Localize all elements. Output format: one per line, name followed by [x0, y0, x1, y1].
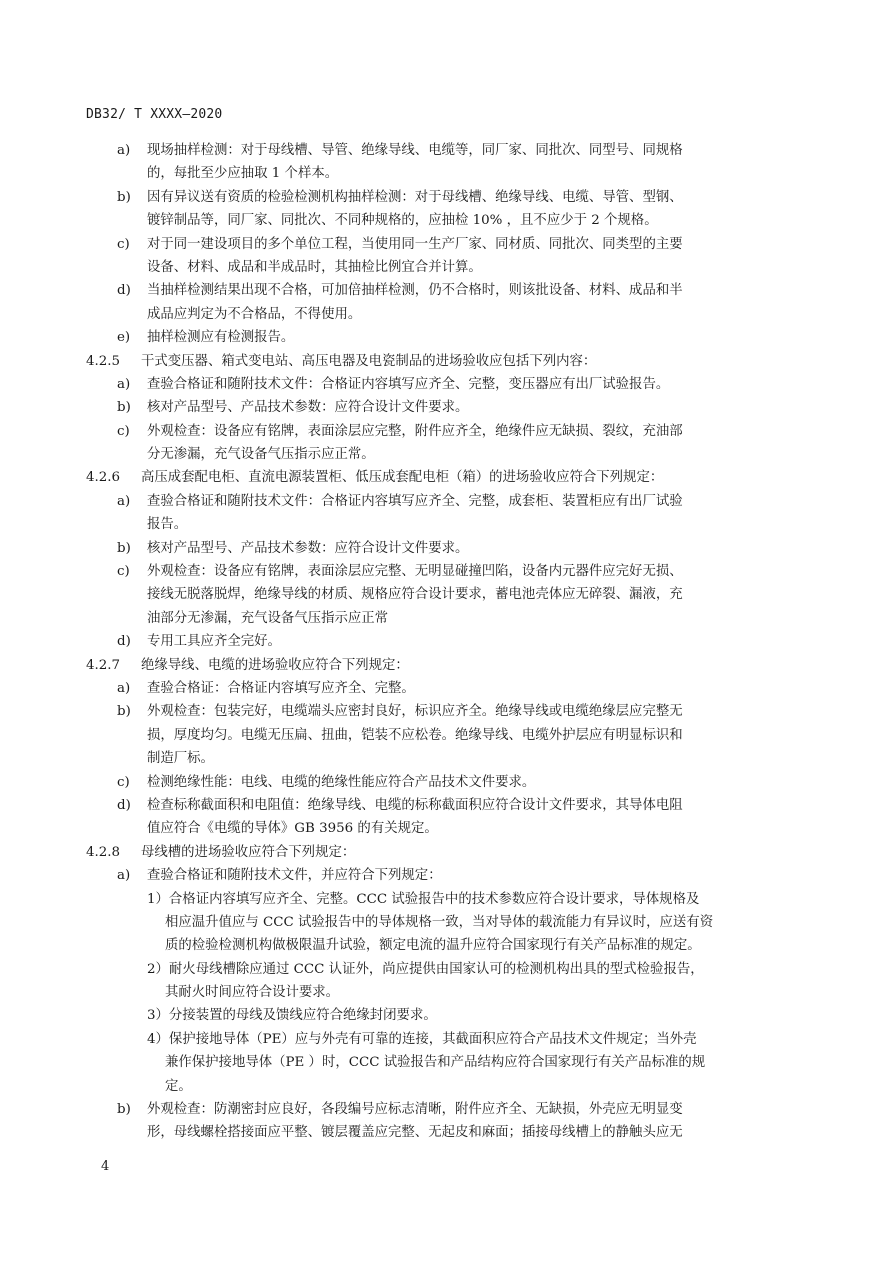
sub-item-continuation [0, 1051, 892, 1074]
list-item-continuation [0, 209, 892, 232]
list-item [0, 326, 892, 349]
line-text: 4）保护接地导体（PE）应与外壳有可靠的连接，其截面积应符合产品技术文件规定；当外壳 [147, 1031, 697, 1047]
item-label: a) [117, 493, 131, 509]
list-item-continuation [0, 747, 892, 770]
item-label: e) [117, 330, 131, 346]
list-item-continuation [0, 607, 892, 630]
page-number: 4 [101, 1159, 110, 1174]
list-item [0, 139, 892, 162]
line-text: 形，母线螺栓搭接面应平整、镀层覆盖应完整、无起皮和麻面；插接母线槽上的静触头应无 [147, 1125, 683, 1141]
list-item [0, 1098, 892, 1121]
item-label: b) [117, 1102, 131, 1118]
line-text: 抽样检测应有检测报告。 [147, 330, 295, 346]
list-item [0, 677, 892, 700]
sub-item [0, 1028, 892, 1051]
line-text: 值应符合《电缆的导体》GB 3956 的有关规定。 [147, 821, 438, 837]
line-text: 查验合格证和随附技术文件，并应符合下列规定： [147, 868, 442, 884]
line-text: 其耐火时间应符合设计要求。 [165, 985, 340, 1001]
line-text: 查验合格证和随附技术文件：合格证内容填写应齐全、完整，成套柜、装置柜应有出厂试验 [147, 493, 683, 509]
sub-item-continuation [0, 1075, 892, 1098]
section-number: 4.2.8 [86, 844, 121, 860]
item-label: b) [117, 189, 131, 205]
item-label: a) [117, 376, 131, 392]
line-text: 核对产品型号、产品技术参数：应符合设计文件要求。 [147, 540, 469, 556]
line-text: 外观检查：包装完好，电缆端头应密封良好，标识应齐全。绝缘导线或电缆绝缘层应完整无 [147, 704, 683, 720]
line-text: 2）耐火母线槽除应通过 CCC 认证外，尚应提供由国家认可的检测机构出具的型式检验报告， [147, 961, 704, 977]
section-number: 4.2.6 [86, 470, 121, 486]
section-number: 4.2.7 [86, 657, 121, 673]
line-text: 镀锌制品等，同厂家、同批次、不同种规格的，应抽检 10% ，且不应少于 2 个规格。 [147, 213, 658, 229]
section-number: 4.2.5 [86, 353, 121, 369]
list-item-continuation [0, 162, 892, 185]
line-text: 3）分接装置的母线及馈线应符合绝缘封闭要求。 [147, 1008, 437, 1024]
line-text: 报告。 [147, 517, 188, 533]
line-text: 因有异议送有资质的检验检测机构抽样检测：对于母线槽、绝缘导线、电缆、导管、型钢、 [147, 189, 683, 205]
document-body [0, 139, 892, 1145]
item-label: d) [117, 634, 131, 650]
sub-item [0, 1004, 892, 1027]
line-text: 外观检查：设备应有铭牌，表面涂层应完整、无明显碰撞凹陷，设备内元器件应完好无损、 [147, 564, 683, 580]
list-item-continuation [0, 443, 892, 466]
line-text: 核对产品型号、产品技术参数：应符合设计文件要求。 [147, 400, 469, 416]
section-line [0, 350, 892, 373]
item-label: b) [117, 704, 131, 720]
line-text: 1）合格证内容填写应齐全、完整。CCC 试验报告中的技术参数应符合设计要求，导体规格及 [147, 891, 700, 907]
item-label: b) [117, 400, 131, 416]
list-item [0, 771, 892, 794]
item-label: a) [117, 143, 131, 158]
list-item-continuation [0, 303, 892, 326]
item-label: a) [117, 868, 131, 884]
line-text: 外观检查：防潮密封应良好，各段编号应标志清晰，附件应齐全、无缺损，外壳应无明显变 [147, 1102, 683, 1118]
list-item [0, 373, 892, 396]
line-text: 母线槽的进场验收应符合下列规定： [141, 844, 356, 860]
list-item-continuation [0, 817, 892, 840]
list-item [0, 233, 892, 256]
section-line [0, 466, 892, 489]
line-text: 制造厂标。 [147, 751, 214, 767]
line-text: 质的检验检测机构做极限温升试验，额定电流的温升应符合国家现行有关产品标准的规定。 [165, 938, 701, 954]
line-text: 现场抽样检测：对于母线槽、导管、绝缘导线、电缆等，同厂家、同批次、同型号、同规格 [147, 143, 683, 158]
line-text: 油部分无渗漏，充气设备气压指示应正常 [147, 610, 389, 626]
item-label: d) [117, 797, 131, 813]
list-item [0, 186, 892, 209]
list-item [0, 420, 892, 443]
section-line [0, 654, 892, 677]
item-label: c) [117, 236, 130, 252]
line-text: 干式变压器、箱式变电站、高压电器及电瓷制品的进场验收应包括下列内容： [141, 353, 597, 369]
line-text: 对于同一建设项目的多个单位工程，当使用同一生产厂家、同材质、同批次、同类型的主要 [147, 236, 683, 252]
line-text: 接线无脱落脱焊，绝缘导线的材质、规格应符合设计要求，蓄电池壳体应无碎裂、漏液，充 [147, 587, 683, 603]
line-text: 检查标称截面积和电阻值：绝缘导线、电缆的标称截面积应符合设计文件要求，其导体电阻 [147, 797, 683, 813]
line-text: 分无渗漏，充气设备气压指示应正常。 [147, 447, 375, 463]
item-label: b) [117, 540, 131, 556]
line-text: 的，每批至少应抽取 1 个样本。 [147, 166, 339, 182]
item-label: c) [117, 774, 130, 790]
line-text: 高压成套配电柜、直流电源装置柜、低压成套配电柜（箱）的进场验收应符合下列规定： [141, 470, 664, 486]
line-text: 相应温升值应与 CCC 试验报告中的导体规格一致，当对导体的载流能力有异议时，应送有资 [165, 914, 714, 930]
section-line [0, 841, 892, 864]
list-item-continuation [0, 724, 892, 747]
sub-item [0, 958, 892, 981]
line-text: 查验合格证：合格证内容填写应齐全、完整。 [147, 680, 415, 696]
sub-item [0, 888, 892, 911]
sub-item-continuation [0, 934, 892, 957]
line-text: 绝缘导线、电缆的进场验收应符合下列规定： [141, 657, 409, 673]
line-text: 设备、材料、成品和半成品时，其抽检比例宜合并计算。 [147, 259, 482, 275]
list-item-continuation [0, 256, 892, 279]
sub-item-continuation [0, 911, 892, 934]
list-item [0, 630, 892, 653]
line-text: 查验合格证和随附技术文件：合格证内容填写应齐全、完整，变压器应有出厂试验报告。 [147, 376, 670, 392]
list-item-continuation [0, 513, 892, 536]
sub-item-continuation [0, 981, 892, 1004]
line-text: 专用工具应齐全完好。 [147, 634, 281, 650]
line-text: 损，厚度均匀。电缆无压扁、扭曲，铠装不应松卷。绝缘导线、电缆外护层应有明显标识和 [147, 727, 683, 743]
list-item [0, 490, 892, 513]
item-label: d) [117, 283, 131, 299]
line-text: 定。 [165, 1078, 192, 1094]
item-label: c) [117, 423, 130, 439]
list-item-continuation [0, 1121, 892, 1144]
line-text: 成品应判定为不合格品，不得使用。 [147, 306, 362, 322]
list-item [0, 700, 892, 723]
line-text: 外观检查：设备应有铭牌，表面涂层应完整，附件应齐全，绝缘件应无缺损、裂纹，充油部 [147, 423, 683, 439]
line-text: 兼作保护接地导体（PE ）时，CCC 试验报告和产品结构应符合国家现行有关产品标准的规 [165, 1055, 706, 1071]
line-text: 当抽样检测结果出现不合格，可加倍抽样检测，仍不合格时，则该批设备、材料、成品和半 [147, 283, 683, 299]
list-item [0, 560, 892, 583]
list-item [0, 396, 892, 419]
list-item [0, 279, 892, 302]
list-item-continuation [0, 583, 892, 606]
item-label: a) [117, 680, 131, 696]
list-item [0, 794, 892, 817]
list-item [0, 537, 892, 560]
document-code-header: DB32/ T XXXX—2020 [86, 107, 223, 122]
list-item [0, 864, 892, 887]
line-text: 检测绝缘性能：电线、电缆的绝缘性能应符合产品技术文件要求。 [147, 774, 536, 790]
item-label: c) [117, 564, 130, 580]
